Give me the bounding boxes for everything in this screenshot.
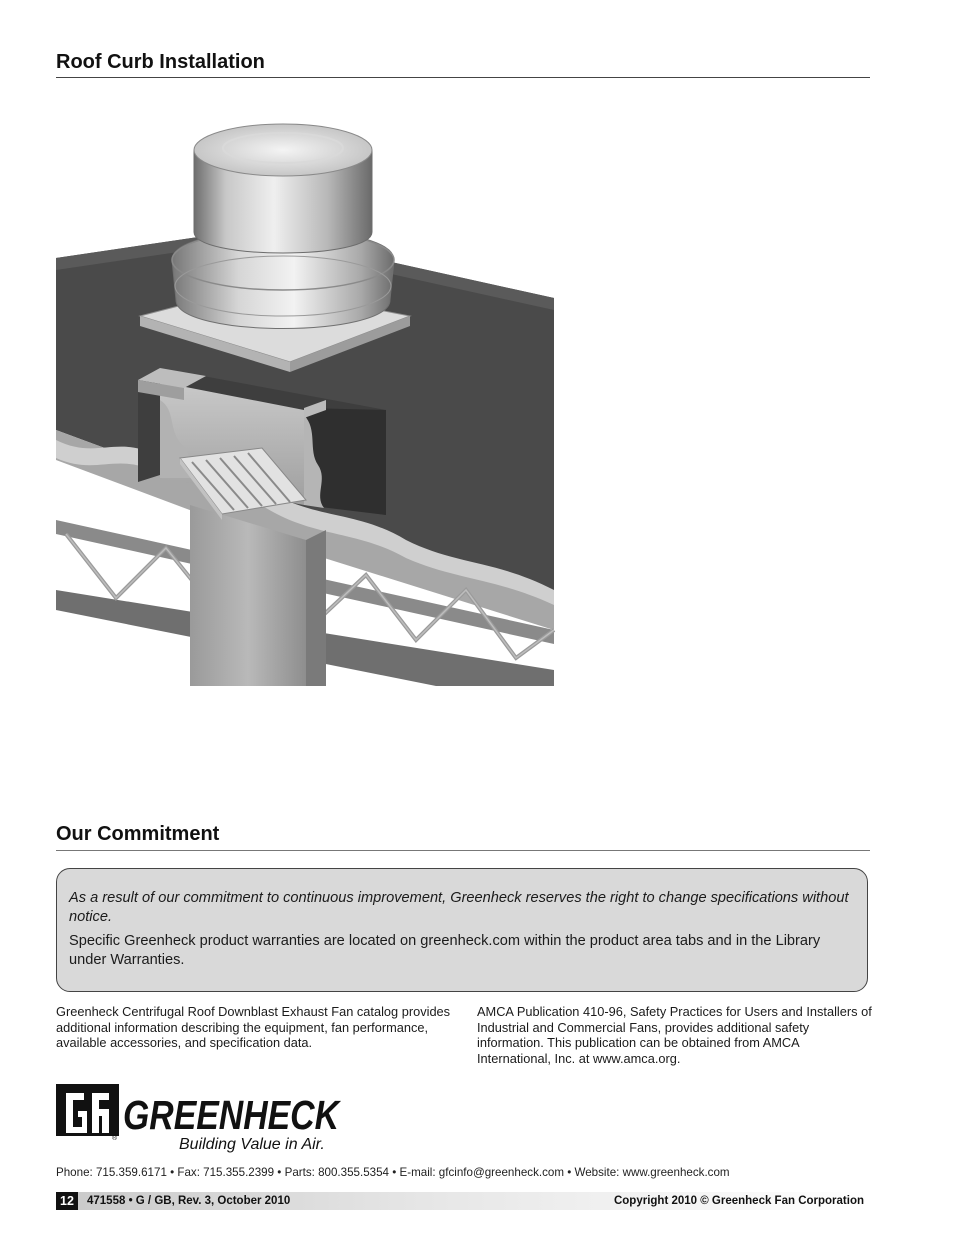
commitment-notice-box <box>56 868 868 992</box>
registered-mark: ® <box>112 1135 118 1142</box>
warranty-statement: Specific Greenheck product warranties are located on greenheck.com within the product area tabs and in the Library under Warranties. <box>69 933 821 968</box>
commitment-rule <box>56 850 870 851</box>
roof-curb-illustration <box>56 110 554 686</box>
copyright-notice: Copyright 2010 © Greenheck Fan Corporation <box>613 1195 864 1207</box>
greenheck-wordmark: GREENHECK <box>123 1092 342 1138</box>
contact-line: Phone: 715.359.6171 • Fax: 715.355.2399 • Parts: 800.355.5354 • E-mail: gfcinfo@greenheck.com • Website: www.greenheck.com <box>56 1166 730 1179</box>
heading-rule <box>56 77 870 78</box>
roof-curb-installation-heading: Roof Curb Installation <box>56 51 265 73</box>
amca-publication-paragraph: AMCA Publication 410-96, Safety Practices for Users and Installers of Industrial and Commercial Fans, provides additional safety information. This publication can be obtained from AMCA International, Inc. at www.amca.org. <box>477 1004 872 1066</box>
greenheck-logo <box>56 1083 346 1155</box>
continuous-improvement-statement: As a result of our commitment to continuous improvement, Greenheck reserves the right to change specifications without notice. <box>69 890 849 925</box>
catalog-info-paragraph: Greenheck Centrifugal Roof Downblast Exhaust Fan catalog provides additional information describing the equipment, fan performance, available accessories, and specification data. <box>56 1004 451 1051</box>
greenheck-emblem-icon <box>56 1084 119 1136</box>
page-number: 12 <box>56 1192 78 1210</box>
logo-tagline: Building Value in Air. <box>179 1136 325 1153</box>
our-commitment-heading: Our Commitment <box>56 823 220 845</box>
document-id: 471558 • G / GB, Rev. 3, October 2010 <box>87 1195 291 1207</box>
